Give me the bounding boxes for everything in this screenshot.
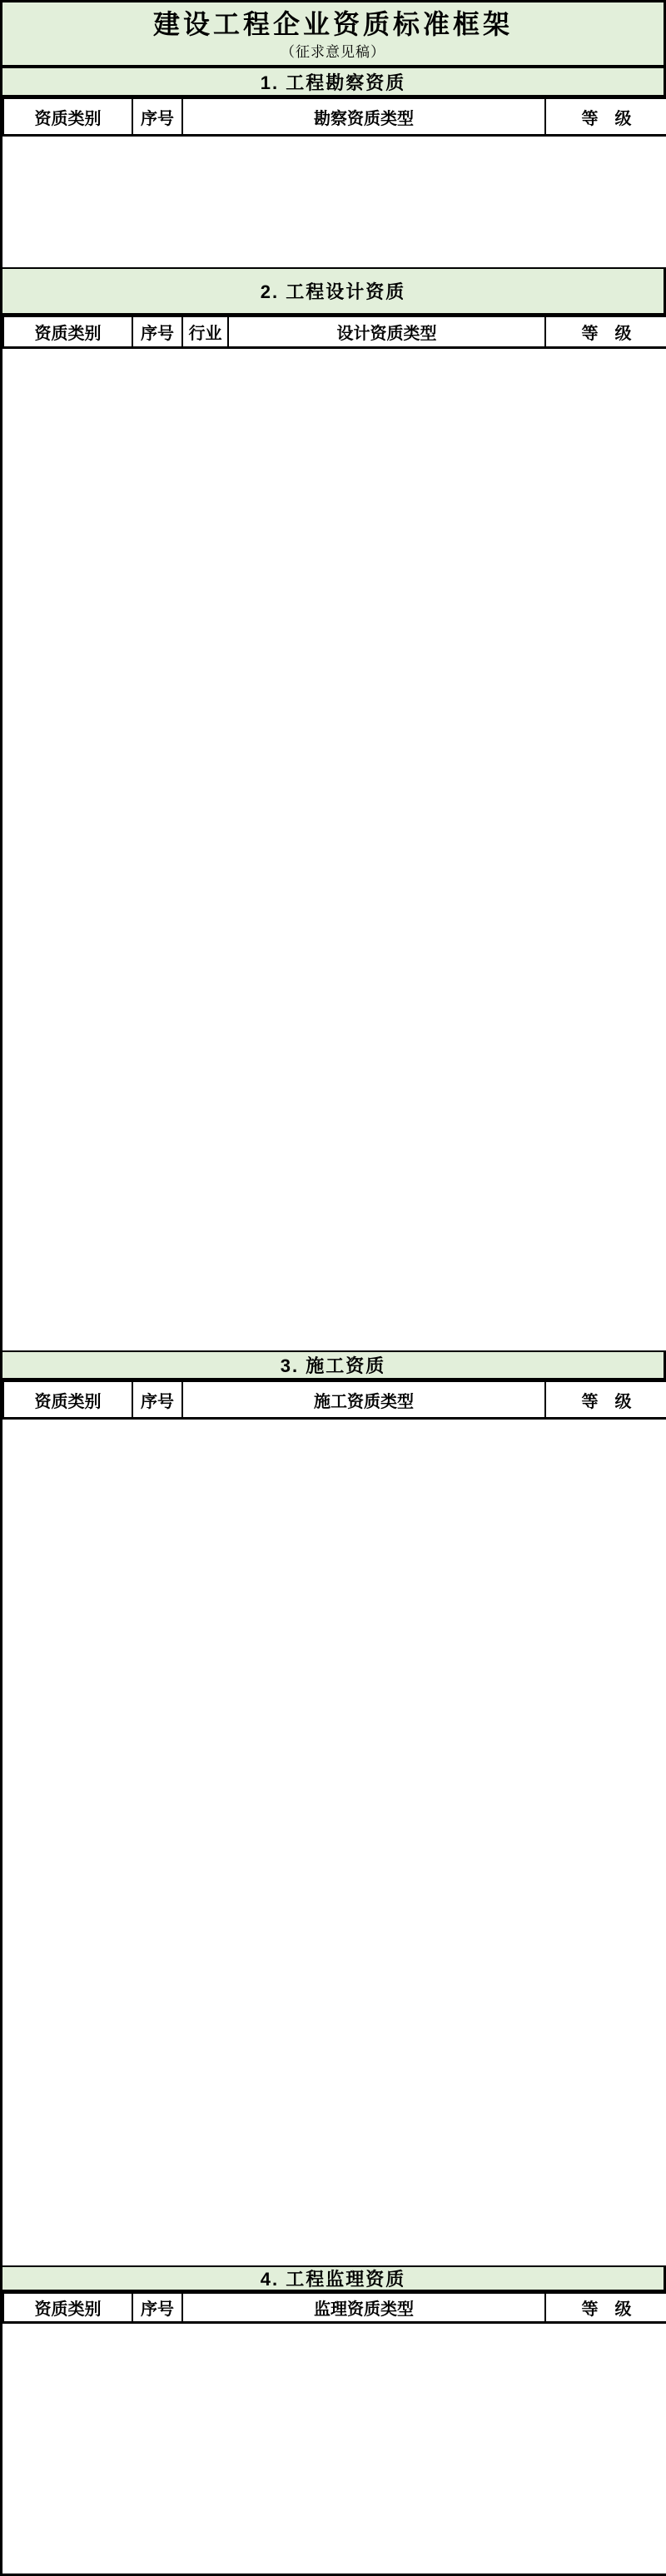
sections-container [2, 67, 664, 2574]
column-header-category: 资质类别 [3, 1381, 132, 1419]
column-header-serial: 序号 [132, 1381, 182, 1419]
column-header-grade: 等 级 [545, 1381, 666, 1419]
section-heading-construction: 3. 施工资质 [2, 1350, 664, 1380]
qualification-table-construction [2, 1380, 666, 2265]
column-header-grade: 等 级 [545, 2292, 666, 2322]
section-heading-design: 2. 工程设计资质 [2, 267, 664, 315]
column-header-type: 设计资质类型 [228, 316, 545, 347]
column-header-grade: 等 级 [545, 316, 666, 347]
title-block [2, 2, 664, 67]
column-header-category: 资质类别 [3, 316, 132, 347]
column-header-category: 资质类别 [3, 2292, 132, 2322]
column-header-serial: 序号 [132, 2292, 182, 2322]
column-header-serial: 序号 [132, 316, 182, 347]
section-heading-survey: 1. 工程勘察资质 [2, 67, 664, 97]
column-header-type: 施工资质类型 [182, 1381, 545, 1419]
column-header-serial: 序号 [132, 98, 182, 136]
qualification-table-survey [2, 97, 666, 267]
qualification-table-design [2, 315, 666, 1351]
column-header-category: 资质类别 [3, 98, 132, 136]
column-header-type: 勘察资质类型 [182, 98, 545, 136]
column-header-type: 监理资质类型 [182, 2292, 545, 2322]
document-title: 建设工程企业资质标准框架 [152, 9, 513, 39]
qualification-table-supervision [2, 2291, 666, 2574]
column-header-grade: 等 级 [545, 98, 666, 136]
section-heading-supervision: 4. 工程监理资质 [2, 2265, 664, 2291]
column-header-industry: 行业 [182, 316, 228, 347]
document-subtitle: （征求意见稿） [281, 44, 385, 60]
